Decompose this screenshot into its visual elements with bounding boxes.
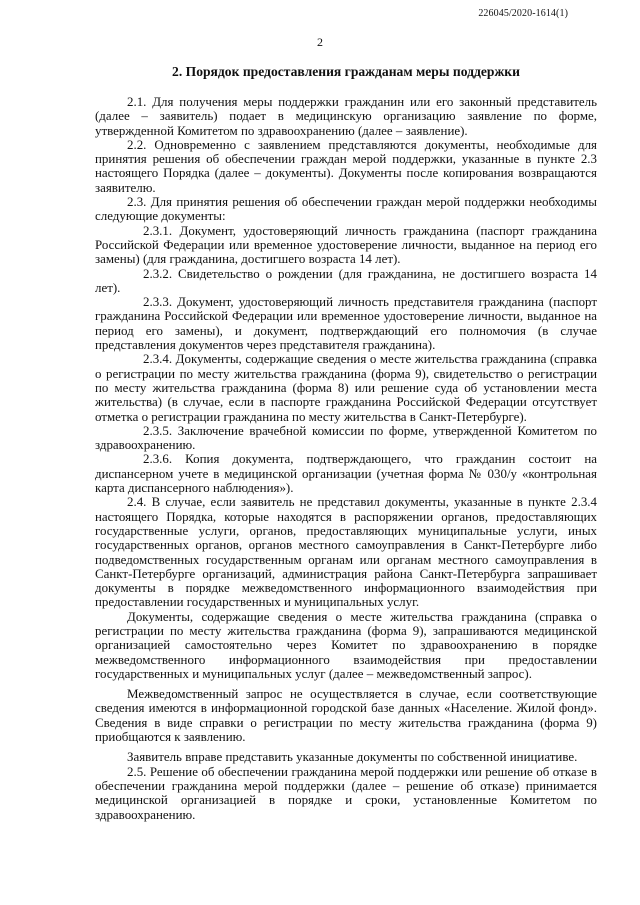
paragraph-2-3-4: 2.3.4. Документы, содержащие сведения о месте жительства гражданина (справка о регистрации по месту жительства гражданина (форма 9), свидетельство о регистрации по месту жительства гражданина (форма 8) или решение суда об установлении места жительства) (в случае, если в паспорте гражданина Российской Федерации отсутствует отметка о регистрации гражданина по месту жительства в Санкт-Петербурге). [95, 351, 597, 424]
paragraph-2-3-6: 2.3.6. Копия документа, подтверждающего, что гражданин состоит на диспансерном учете в медицинской организации (учетная форма № 030/у «контрольная карта диспансерного наблюдения»). [95, 451, 597, 496]
paragraph-2-3-2: 2.3.2. Свидетельство о рождении (для гражданина, не достигшего возраста 14 лет). [95, 265, 597, 295]
paragraph-2-3: 2.3. Для принятия решения об обеспечении граждан мерой поддержки необходимы следующие документы: [95, 194, 597, 224]
paragraph-2-4: 2.4. В случае, если заявитель не представил документы, указанные в пункте 2.3.4 настоящего Порядка, которые находятся в распоряжении органов, предоставляющих государственные услуги, органов, предоставляющих муниципальные услуги, иных государственных органов, органов местного самоуправления в Санкт-Петербурге либо подведомственных государственным органам или органам местного самоуправления в Санкт-Петербурге организаций, администрация района Санкт-Петербурга запрашивает документы в порядке межведомственного информационного взаимодействия при предоставлении государственных и муниципальных услуг. [95, 494, 597, 610]
paragraph-2-5: 2.5. Решение об обеспечении гражданина мерой поддержки или решение об отказе в обеспечении гражданина мерой поддержки (далее – решение об отказе) принимается медицинской организацией в порядке и сроки, установленные Комитетом по здравоохранению. [95, 763, 597, 822]
document-body [95, 95, 597, 822]
page-number: 2 [317, 35, 323, 49]
paragraph-2-3-3: 2.3.3. Документ, удостоверяющий личность представителя гражданина (паспорт гражданина Российской Федерации или временное удостоверение личности, выданное на период его замены), и документ, подтверждающий его полномочия (в случае представления документов через представителя гражданина). [95, 294, 597, 353]
document-number: 226045/2020-1614(1) [478, 8, 568, 19]
paragraph-2-4-own-initiative: Заявитель вправе представить указанные документы по собственной инициативе. [127, 749, 578, 765]
paragraph-2-4-interagency-request: Межведомственный запрос не осуществляется в случае, если соответствующие сведения имеются в информационной городской базе данных «Население. Жилой фонд». Сведения в виде справки о регистрации по месту жительства гражданина (форма 9) приобщаются к заявлению. [95, 686, 597, 745]
paragraph-2-2: 2.2. Одновременно с заявлением представляются документы, необходимые для принятия решения об обеспечении граждан мерой поддержки, указанные в пункте 2.3 настоящего Порядка (далее – документы). Документы после копирования возвращаются заявителю. [95, 136, 597, 195]
section-title: 2. Порядок предоставления гражданам меры поддержки [172, 64, 520, 79]
paragraph-2-3-1: 2.3.1. Документ, удостоверяющий личность гражданина (паспорт гражданина Российской Федерации или временное удостоверение личности, выданное на период его замены) (для гражданина, достигшего возраста 14 лет). [95, 222, 597, 267]
paragraph-2-4-residence-docs: Документы, содержащие сведения о месте жительства гражданина (справка о регистрации по месту жительства гражданина (форма 9), запрашиваются медицинской организацией самостоятельно через Комитет по здравоохранению в порядке межведомственного информационного взаимодействия при предоставлении государственных и муниципальных услуг (далее – межведомственный запрос). [95, 608, 597, 681]
paragraph-2-3-5: 2.3.5. Заключение врачебной комиссии по форме, утвержденной Комитетом по здравоохранению. [95, 422, 597, 453]
paragraph-2-1: 2.1. Для получения меры поддержки гражданин или его законный представитель (далее – заявитель) подает в медицинскую организацию заявление по форме, утвержденной Комитетом по здравоохранению (далее – заявление). [95, 94, 597, 138]
